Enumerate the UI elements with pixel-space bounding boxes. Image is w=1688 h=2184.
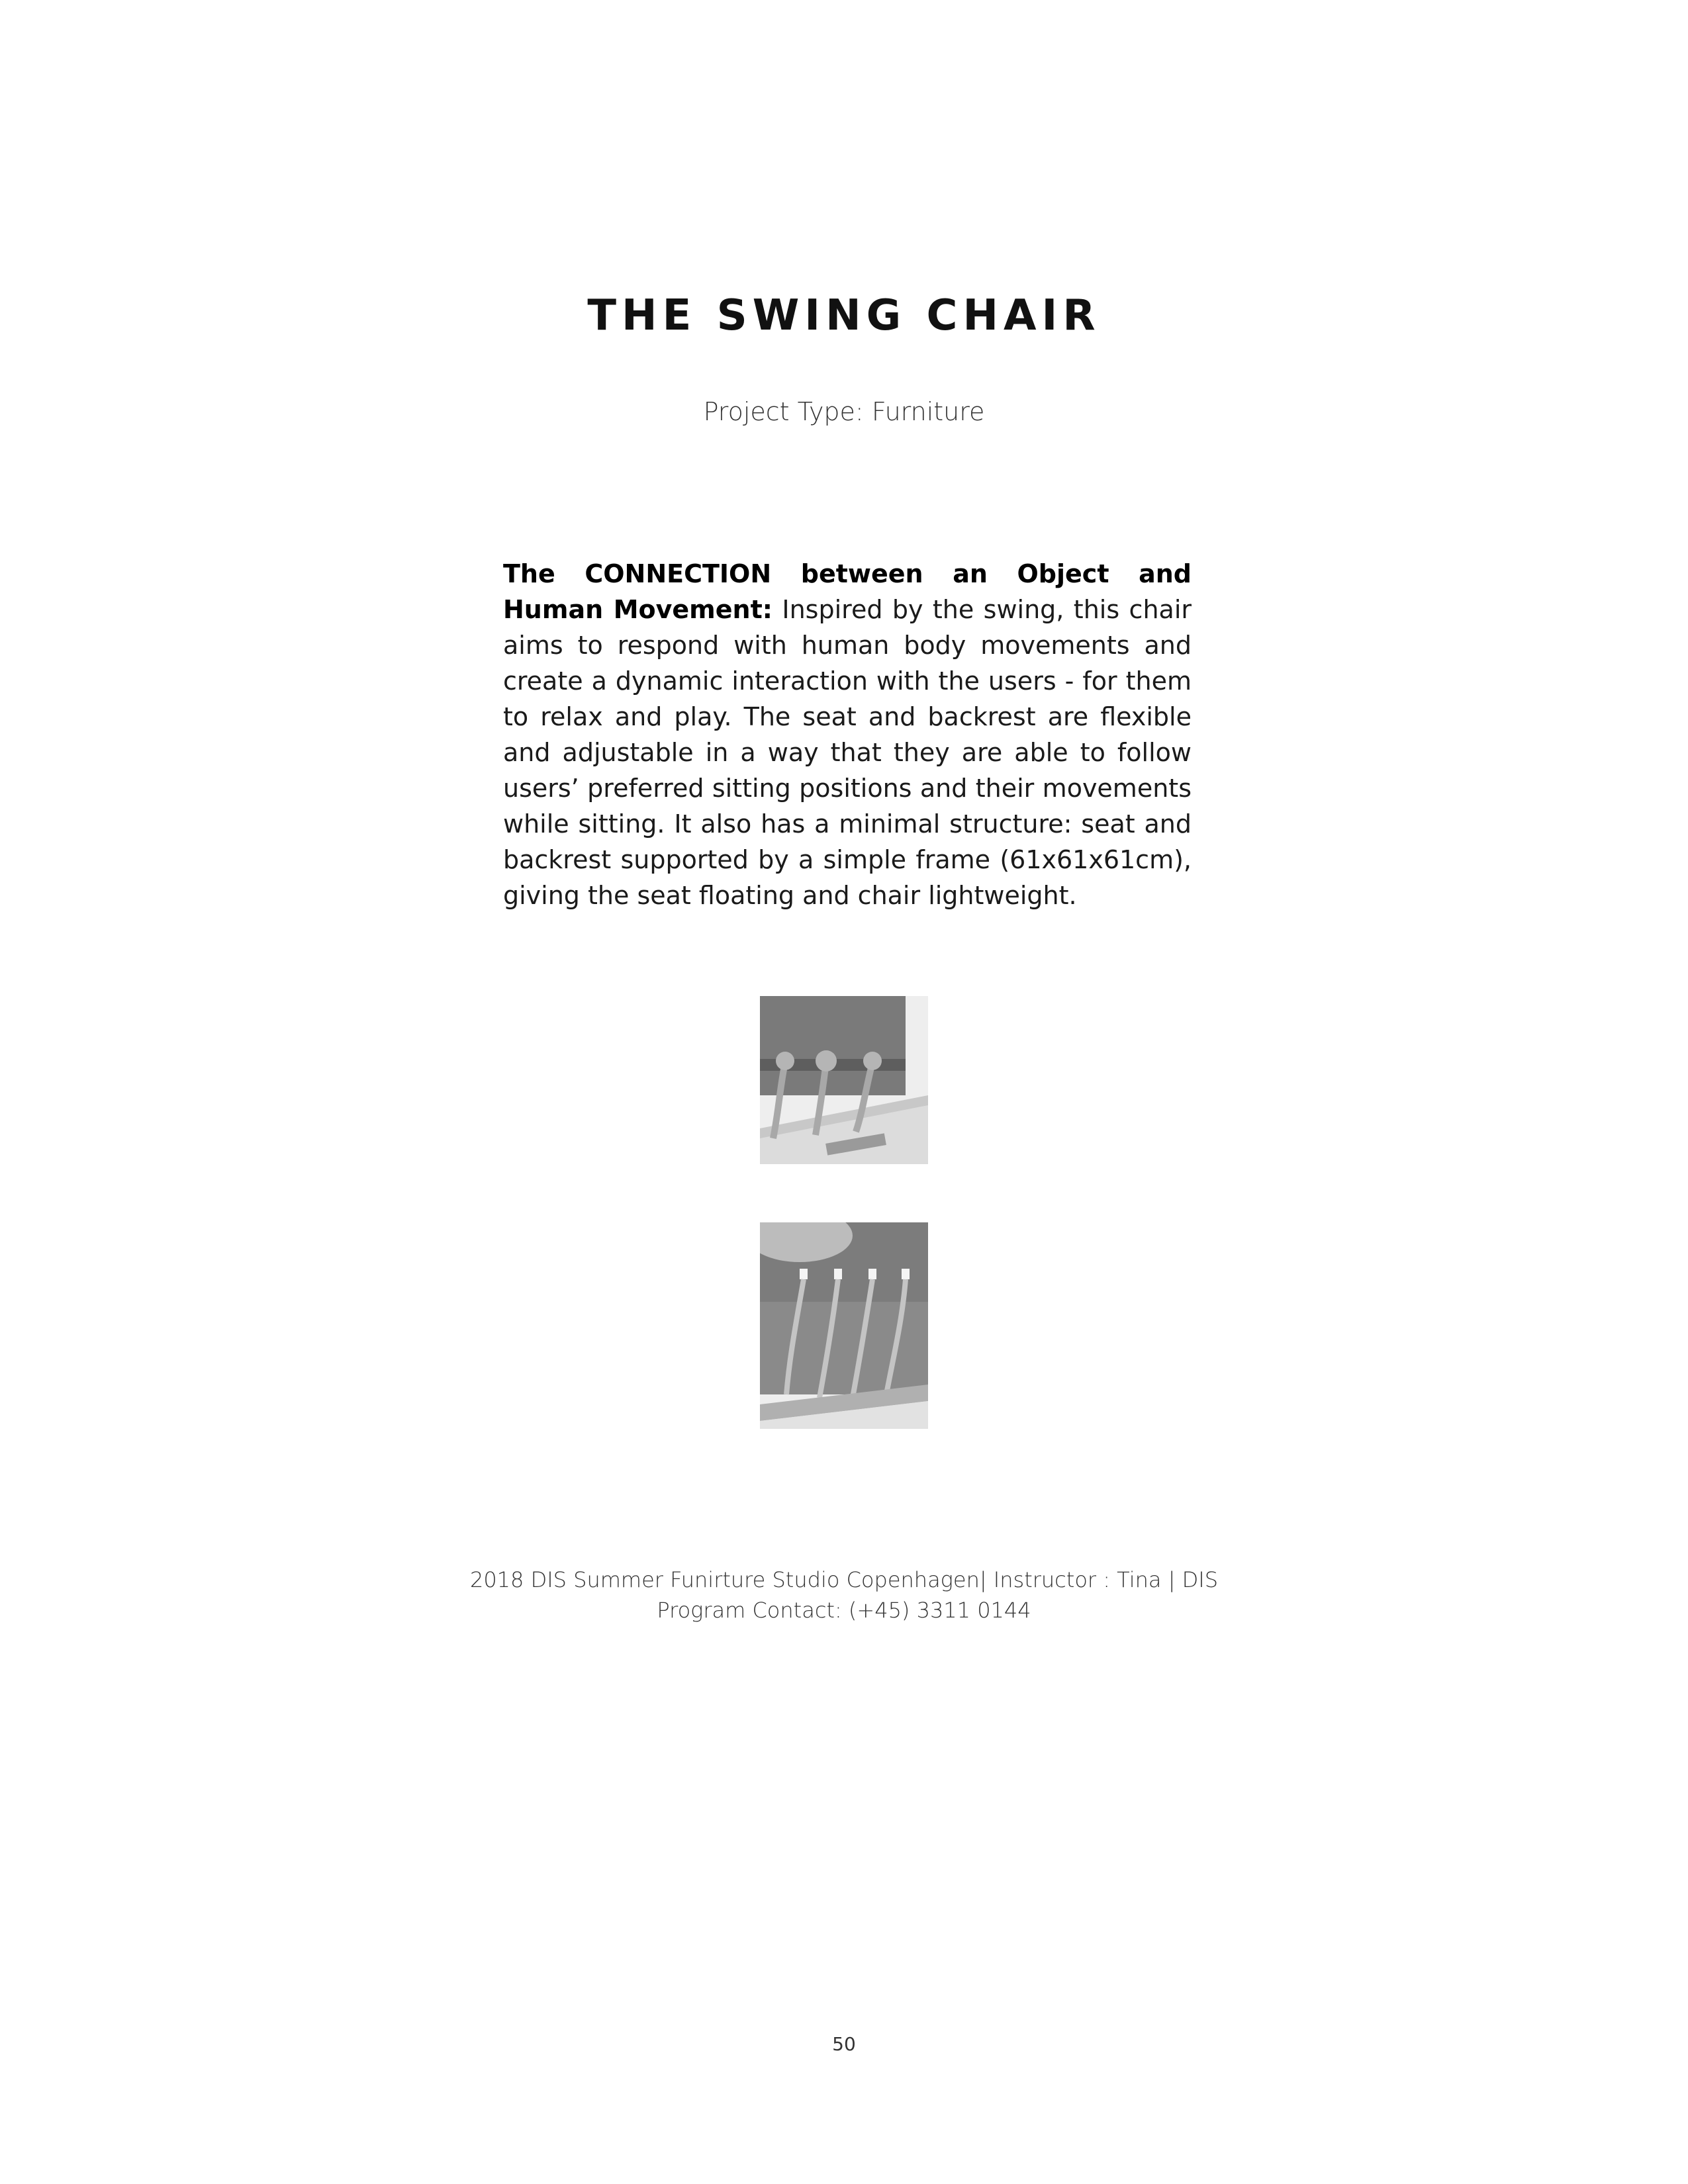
description-lead: The CONNECTION between an Object and Human Movement: — [503, 559, 1192, 624]
footer-credits — [0, 1565, 1688, 1625]
footer-line-1: 2018 DIS Summer Funirture Studio Copenhagen| Instructor : Tina | DIS — [469, 1567, 1219, 1592]
looped-cord-joint-photo — [760, 1222, 928, 1429]
knotted-cord-joint-photo — [760, 996, 928, 1164]
page-number: 50 — [832, 2033, 856, 2055]
footer-line-2: Program Contact: (+45) 3311 0144 — [657, 1598, 1031, 1623]
page-title: THE SWING CHAIR — [587, 291, 1101, 340]
description-text: Inspired by the swing, this chair aims to respond with human body movements and create a dynamic interaction with the users - for them to relax and play. The seat and backrest are flexible and adjustable in a way that they are able to follow users’ preferred sitting positions and their movements while sitting. It also has a minimal structure: seat and backrest supported by a simple frame (61x61x61cm), giving the seat floating and chair lightweight. — [503, 595, 1192, 910]
project-type: Project Type: Furniture — [703, 397, 985, 426]
project-description — [503, 556, 1192, 913]
